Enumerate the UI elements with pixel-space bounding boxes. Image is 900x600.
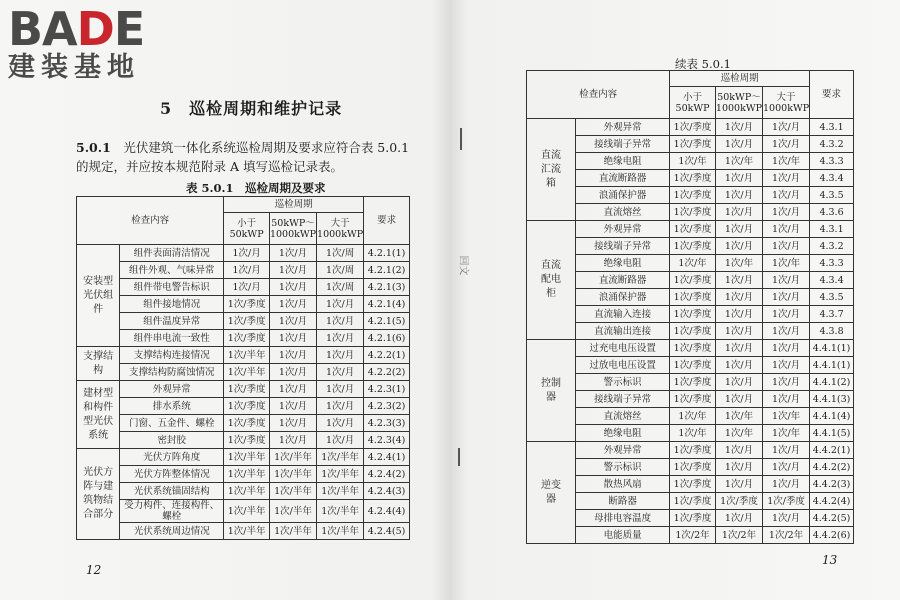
table-caption-left: 表 5.0.1 巡检周期及要求 — [186, 181, 326, 195]
item-cell: 组件接地情况 — [120, 296, 224, 313]
table-row — [77, 523, 410, 540]
requirement-cell: 4.2.1(1) — [364, 245, 410, 262]
cycle-small-cell: 1次/季度 — [670, 119, 716, 136]
requirement-cell: 4.4.2(3) — [810, 476, 854, 493]
cycle-small-cell: 1次/季度 — [670, 272, 716, 289]
table-row — [527, 323, 854, 340]
table-row — [77, 432, 410, 449]
table-row — [527, 238, 854, 255]
cycle-large-cell: 1次/月 — [763, 119, 810, 136]
cycle-mid-cell: 1次/半年 — [269, 466, 316, 483]
requirement-cell: 4.3.1 — [810, 221, 854, 238]
cycle-small-cell: 1次/季度 — [224, 415, 270, 432]
item-cell: 绝缘电阻 — [576, 153, 670, 170]
table-row — [527, 442, 854, 459]
header-capacity-small: 小于 50kWP — [224, 213, 270, 245]
item-cell: 组件表面清洁情况 — [120, 245, 224, 262]
requirement-cell: 4.4.1(4) — [810, 408, 854, 425]
cycle-small-cell: 1次/季度 — [670, 204, 716, 221]
table-row — [527, 119, 854, 136]
cycle-large-cell: 1次/年 — [763, 153, 810, 170]
table-row — [527, 408, 854, 425]
cycle-large-cell: 1次/月 — [763, 238, 810, 255]
requirement-cell: 4.2.3(2) — [364, 398, 410, 415]
header-requirement: 要求 — [364, 197, 410, 245]
cycle-mid-cell: 1次/月 — [269, 262, 316, 279]
cycle-large-cell: 1次/年 — [763, 425, 810, 442]
cycle-large-cell: 1次/周 — [317, 279, 364, 296]
requirement-cell: 4.4.2(6) — [810, 527, 854, 544]
item-cell: 过充电电压设置 — [576, 340, 670, 357]
cycle-mid-cell: 1次/月 — [715, 510, 762, 527]
cycle-mid-cell: 1次/半年 — [269, 449, 316, 466]
table-row — [77, 449, 410, 466]
requirement-cell: 4.2.4(4) — [364, 500, 410, 523]
item-cell: 光伏系统锚固结构 — [120, 483, 224, 500]
item-cell: 光伏方阵整体情况 — [120, 466, 224, 483]
cycle-mid-cell: 1次/半年 — [269, 523, 316, 540]
table-row — [527, 510, 854, 527]
cycle-small-cell: 1次/月 — [224, 245, 270, 262]
cycle-mid-cell: 1次/月 — [269, 330, 316, 347]
cycle-mid-cell: 1次/月 — [715, 323, 762, 340]
cycle-mid-cell: 1次/月 — [715, 476, 762, 493]
cycle-small-cell: 1次/季度 — [670, 340, 716, 357]
item-cell: 直流断路器 — [576, 170, 670, 187]
requirement-cell: 4.3.3 — [810, 153, 854, 170]
inspection-table-right — [526, 70, 854, 544]
cycle-mid-cell: 1次/月 — [269, 279, 316, 296]
cycle-small-cell: 1次/季度 — [670, 459, 716, 476]
item-cell: 外观异常 — [120, 381, 224, 398]
requirement-cell: 4.2.1(6) — [364, 330, 410, 347]
header-requirement: 要求 — [810, 71, 854, 119]
requirement-cell: 4.4.2(1) — [810, 442, 854, 459]
item-cell: 支撑结构连接情况 — [120, 347, 224, 364]
requirement-cell: 4.2.4(3) — [364, 483, 410, 500]
cycle-large-cell: 1次/月 — [317, 381, 364, 398]
table-row — [527, 272, 854, 289]
cycle-large-cell: 1次/月 — [317, 347, 364, 364]
logo-wordmark: BADE — [8, 2, 145, 56]
table-row — [77, 500, 410, 523]
table-row — [77, 279, 410, 296]
item-cell: 外观异常 — [576, 119, 670, 136]
cycle-large-cell: 1次/月 — [763, 272, 810, 289]
table-row — [527, 136, 854, 153]
spine-text: 回文 — [457, 255, 469, 276]
requirement-cell: 4.4.2(5) — [810, 510, 854, 527]
cycle-large-cell: 1次/月 — [317, 330, 364, 347]
cycle-small-cell: 1次/半年 — [224, 449, 270, 466]
cycle-large-cell: 1次/月 — [763, 136, 810, 153]
cycle-large-cell: 1次/月 — [763, 442, 810, 459]
cycle-small-cell: 1次/季度 — [670, 136, 716, 153]
cycle-large-cell: 1次/月 — [317, 364, 364, 381]
item-cell: 警示标识 — [576, 459, 670, 476]
cycle-large-cell: 1次/半年 — [317, 466, 364, 483]
cycle-large-cell: 1次/月 — [763, 391, 810, 408]
requirement-cell: 4.4.1(1) — [810, 357, 854, 374]
item-cell: 组件外观、气味异常 — [120, 262, 224, 279]
cycle-mid-cell: 1次/月 — [269, 347, 316, 364]
cycle-small-cell: 1次/季度 — [224, 296, 270, 313]
requirement-cell: 4.2.3(1) — [364, 381, 410, 398]
cycle-small-cell: 1次/年 — [670, 153, 716, 170]
cycle-mid-cell: 1次/月 — [715, 391, 762, 408]
inspection-table-left — [76, 196, 410, 540]
cycle-mid-cell: 1次/月 — [715, 136, 762, 153]
item-cell: 接线端子异常 — [576, 238, 670, 255]
requirement-cell: 4.2.3(3) — [364, 415, 410, 432]
table-row — [527, 374, 854, 391]
cycle-large-cell: 1次/月 — [763, 374, 810, 391]
cycle-small-cell: 1次/半年 — [224, 364, 270, 381]
cycle-large-cell: 1次/年 — [763, 255, 810, 272]
cycle-large-cell: 1次/季度 — [763, 493, 810, 510]
cycle-large-cell: 1次/月 — [317, 415, 364, 432]
clause-paragraph — [76, 138, 410, 176]
cycle-small-cell: 1次/半年 — [224, 500, 270, 523]
cycle-mid-cell: 1次/年 — [715, 425, 762, 442]
item-cell: 绝缘电阻 — [576, 255, 670, 272]
requirement-cell: 4.3.5 — [810, 289, 854, 306]
table-row — [77, 381, 410, 398]
header-cycle: 巡检周期 — [670, 71, 810, 87]
cycle-small-cell: 1次/季度 — [224, 330, 270, 347]
cycle-mid-cell: 1次/月 — [715, 204, 762, 221]
cycle-small-cell: 1次/季度 — [224, 398, 270, 415]
cycle-mid-cell: 1次/月 — [269, 432, 316, 449]
cycle-mid-cell: 1次/月 — [715, 306, 762, 323]
cycle-mid-cell: 1次/月 — [715, 459, 762, 476]
item-cell: 浪涌保护器 — [576, 289, 670, 306]
item-cell: 排水系统 — [120, 398, 224, 415]
cycle-mid-cell: 1次/月 — [715, 272, 762, 289]
item-cell: 光伏方阵角度 — [120, 449, 224, 466]
cycle-mid-cell: 1次/月 — [715, 170, 762, 187]
cycle-large-cell: 1次/月 — [317, 398, 364, 415]
table-row — [527, 255, 854, 272]
cycle-large-cell: 1次/半年 — [317, 523, 364, 540]
item-cell: 散热风扇 — [576, 476, 670, 493]
logo-chinese: 建装基地 — [8, 52, 140, 83]
cycle-mid-cell: 1次/年 — [715, 408, 762, 425]
cycle-large-cell: 1次/月 — [763, 459, 810, 476]
cycle-mid-cell: 1次/月 — [269, 313, 316, 330]
cycle-small-cell: 1次/季度 — [670, 221, 716, 238]
item-cell: 过放电电压设置 — [576, 357, 670, 374]
header-capacity-mid: 50kWP～ 1000kWP — [269, 213, 316, 245]
requirement-cell: 4.3.1 — [810, 119, 854, 136]
group-label: 逆变 器 — [527, 442, 576, 544]
cycle-small-cell: 1次/季度 — [670, 187, 716, 204]
cycle-mid-cell: 1次/月 — [715, 340, 762, 357]
requirement-cell: 4.4.2(2) — [810, 459, 854, 476]
table-row — [527, 391, 854, 408]
item-cell: 断路器 — [576, 493, 670, 510]
table-row — [527, 289, 854, 306]
cycle-large-cell: 1次/月 — [763, 323, 810, 340]
cycle-large-cell: 1次/月 — [763, 221, 810, 238]
cycle-mid-cell: 1次/月 — [269, 398, 316, 415]
page-number-left: 12 — [86, 563, 102, 577]
requirement-cell: 4.3.6 — [810, 204, 854, 221]
cycle-small-cell: 1次/季度 — [670, 306, 716, 323]
item-cell: 电能质量 — [576, 527, 670, 544]
requirement-cell: 4.2.1(4) — [364, 296, 410, 313]
table-row — [527, 425, 854, 442]
header-capacity-mid: 50kWP～ 1000kWP — [715, 87, 762, 119]
cycle-large-cell: 1次/半年 — [317, 500, 364, 523]
group-label: 直流 汇流 箱 — [527, 119, 576, 221]
cycle-large-cell: 1次/月 — [763, 204, 810, 221]
cycle-mid-cell: 1次/半年 — [269, 483, 316, 500]
header-capacity-small: 小于 50kWP — [670, 87, 716, 119]
cycle-small-cell: 1次/季度 — [670, 323, 716, 340]
group-label: 光伏方 阵与建 筑物结 合部分 — [77, 449, 120, 540]
table-row — [77, 483, 410, 500]
requirement-cell: 4.4.1(1) — [810, 340, 854, 357]
table-row — [527, 493, 854, 510]
cycle-small-cell: 1次/半年 — [224, 347, 270, 364]
item-cell: 光伏系统周边情况 — [120, 523, 224, 540]
cycle-small-cell: 1次/季度 — [670, 374, 716, 391]
cycle-large-cell: 1次/月 — [763, 289, 810, 306]
cycle-large-cell: 1次/月 — [763, 476, 810, 493]
requirement-cell: 4.4.1(5) — [810, 425, 854, 442]
page-number-right: 13 — [822, 553, 838, 567]
cycle-mid-cell: 1次/月 — [269, 245, 316, 262]
table-row — [77, 415, 410, 432]
cycle-mid-cell: 1次/年 — [715, 255, 762, 272]
header-cycle: 巡检周期 — [224, 197, 364, 213]
table-row — [77, 296, 410, 313]
requirement-cell: 4.2.2(2) — [364, 364, 410, 381]
scan-mark — [458, 448, 460, 466]
cycle-large-cell: 1次/周 — [317, 245, 364, 262]
item-cell: 直流输入连接 — [576, 306, 670, 323]
cycle-small-cell: 1次/半年 — [224, 466, 270, 483]
clause-text: 光伏建筑一体化系统巡检周期及要求应符合表 5.0.1 的规定，并应按本规范附录 A 填写巡检记录表。 — [76, 140, 410, 174]
cycle-mid-cell: 1次/季度 — [715, 493, 762, 510]
table-row — [527, 153, 854, 170]
table-row — [527, 221, 854, 238]
cycle-small-cell: 1次/季度 — [670, 391, 716, 408]
item-cell: 绝缘电阻 — [576, 425, 670, 442]
table-row — [77, 347, 410, 364]
item-cell: 警示标识 — [576, 374, 670, 391]
header-capacity-large: 大于 1000kWP — [317, 213, 364, 245]
cycle-large-cell: 1次/月 — [763, 357, 810, 374]
item-cell: 直流输出连接 — [576, 323, 670, 340]
requirement-cell: 4.2.2(1) — [364, 347, 410, 364]
item-cell: 直流熔丝 — [576, 204, 670, 221]
requirement-cell: 4.3.8 — [810, 323, 854, 340]
requirement-cell: 4.4.2(4) — [810, 493, 854, 510]
item-cell: 浪涌保护器 — [576, 187, 670, 204]
table-row — [527, 204, 854, 221]
group-label: 支撑结 构 — [77, 347, 120, 381]
cycle-mid-cell: 1次/月 — [715, 187, 762, 204]
cycle-small-cell: 1次/季度 — [670, 170, 716, 187]
group-label: 控制 器 — [527, 340, 576, 442]
requirement-cell: 4.2.4(5) — [364, 523, 410, 540]
cycle-small-cell: 1次/季度 — [670, 476, 716, 493]
cycle-small-cell: 1次/2年 — [670, 527, 716, 544]
cycle-small-cell: 1次/月 — [224, 262, 270, 279]
cycle-large-cell: 1次/月 — [763, 510, 810, 527]
cycle-mid-cell: 1次/月 — [715, 119, 762, 136]
cycle-small-cell: 1次/季度 — [670, 357, 716, 374]
cycle-small-cell: 1次/季度 — [670, 238, 716, 255]
table-row — [77, 466, 410, 483]
table-row — [77, 330, 410, 347]
requirement-cell: 4.2.1(5) — [364, 313, 410, 330]
cycle-small-cell: 1次/季度 — [224, 381, 270, 398]
cycle-small-cell: 1次/年 — [670, 425, 716, 442]
cycle-large-cell: 1次/月 — [317, 296, 364, 313]
cycle-mid-cell: 1次/月 — [715, 374, 762, 391]
cycle-mid-cell: 1次/月 — [269, 415, 316, 432]
cycle-mid-cell: 1次/月 — [715, 221, 762, 238]
requirement-cell: 4.2.1(2) — [364, 262, 410, 279]
bade-logo — [8, 2, 145, 84]
header-item: 检查内容 — [77, 197, 224, 245]
cycle-small-cell: 1次/年 — [670, 255, 716, 272]
cycle-small-cell: 1次/季度 — [224, 432, 270, 449]
item-cell: 组件串电流一致性 — [120, 330, 224, 347]
cycle-small-cell: 1次/季度 — [670, 510, 716, 527]
requirement-cell: 4.3.2 — [810, 238, 854, 255]
cycle-small-cell: 1次/年 — [670, 408, 716, 425]
item-cell: 组件温度异常 — [120, 313, 224, 330]
table-row — [527, 476, 854, 493]
requirement-cell: 4.2.3(4) — [364, 432, 410, 449]
requirement-cell: 4.2.4(2) — [364, 466, 410, 483]
header-capacity-large: 大于 1000kWP — [763, 87, 810, 119]
table-row — [77, 313, 410, 330]
cycle-mid-cell: 1次/月 — [269, 296, 316, 313]
clause-number: 5.0.1 — [76, 140, 111, 155]
cycle-large-cell: 1次/月 — [763, 340, 810, 357]
item-cell: 接线端子异常 — [576, 136, 670, 153]
cycle-large-cell: 1次/半年 — [317, 449, 364, 466]
table-row — [77, 398, 410, 415]
requirement-cell: 4.3.7 — [810, 306, 854, 323]
cycle-mid-cell: 1次/年 — [715, 153, 762, 170]
item-cell: 受力构件、连接构件、螺栓 — [120, 500, 224, 523]
item-cell: 密封胶 — [120, 432, 224, 449]
item-cell: 直流熔丝 — [576, 408, 670, 425]
cycle-large-cell: 1次/周 — [317, 262, 364, 279]
cycle-large-cell: 1次/月 — [763, 306, 810, 323]
item-cell: 支撑结构防腐蚀情况 — [120, 364, 224, 381]
cycle-mid-cell: 1次/月 — [715, 442, 762, 459]
group-label: 建材型 和构件 型光伏 系统 — [77, 381, 120, 449]
requirement-cell: 4.4.1(3) — [810, 391, 854, 408]
table-row — [527, 357, 854, 374]
table-row — [527, 459, 854, 476]
item-cell: 外观异常 — [576, 442, 670, 459]
requirement-cell: 4.3.4 — [810, 272, 854, 289]
table-row — [527, 170, 854, 187]
cycle-large-cell: 1次/2年 — [763, 527, 810, 544]
requirement-cell: 4.2.4(1) — [364, 449, 410, 466]
item-cell: 组件带电警告标识 — [120, 279, 224, 296]
table-caption-right: 续表 5.0.1 — [675, 57, 731, 71]
cycle-large-cell: 1次/年 — [763, 408, 810, 425]
requirement-cell: 4.4.1(2) — [810, 374, 854, 391]
requirement-cell: 4.3.3 — [810, 255, 854, 272]
item-cell: 接线端子异常 — [576, 391, 670, 408]
scan-mark — [460, 128, 462, 150]
cycle-large-cell: 1次/月 — [317, 432, 364, 449]
table-row — [527, 187, 854, 204]
cycle-small-cell: 1次/半年 — [224, 523, 270, 540]
requirement-cell: 4.3.5 — [810, 187, 854, 204]
requirement-cell: 4.3.2 — [810, 136, 854, 153]
cycle-large-cell: 1次/月 — [317, 313, 364, 330]
table-row — [527, 340, 854, 357]
cycle-small-cell: 1次/半年 — [224, 483, 270, 500]
table-row — [77, 262, 410, 279]
header-item: 检查内容 — [527, 71, 670, 119]
table-row — [77, 245, 410, 262]
chapter-title: 5 巡检周期和维护记录 — [160, 99, 343, 118]
cycle-mid-cell: 1次/月 — [715, 289, 762, 306]
table-row — [527, 306, 854, 323]
requirement-cell: 4.3.4 — [810, 170, 854, 187]
cycle-small-cell: 1次/月 — [224, 279, 270, 296]
item-cell: 母排电容温度 — [576, 510, 670, 527]
cycle-mid-cell: 1次/月 — [269, 364, 316, 381]
table-row — [527, 527, 854, 544]
group-label: 安装型 光伏组 件 — [77, 245, 120, 347]
cycle-large-cell: 1次/月 — [763, 170, 810, 187]
requirement-cell: 4.2.1(3) — [364, 279, 410, 296]
cycle-large-cell: 1次/半年 — [317, 483, 364, 500]
group-label: 直流 配电 柜 — [527, 221, 576, 340]
cycle-mid-cell: 1次/月 — [715, 357, 762, 374]
cycle-small-cell: 1次/季度 — [670, 442, 716, 459]
item-cell: 外观异常 — [576, 221, 670, 238]
item-cell: 门窗、五金件、螺栓 — [120, 415, 224, 432]
item-cell: 直流断路器 — [576, 272, 670, 289]
table-row — [77, 364, 410, 381]
cycle-small-cell: 1次/季度 — [670, 493, 716, 510]
cycle-small-cell: 1次/季度 — [670, 289, 716, 306]
cycle-large-cell: 1次/月 — [763, 187, 810, 204]
cycle-small-cell: 1次/季度 — [224, 313, 270, 330]
cycle-mid-cell: 1次/2年 — [715, 527, 762, 544]
cycle-mid-cell: 1次/月 — [269, 381, 316, 398]
cycle-mid-cell: 1次/半年 — [269, 500, 316, 523]
cycle-mid-cell: 1次/月 — [715, 238, 762, 255]
